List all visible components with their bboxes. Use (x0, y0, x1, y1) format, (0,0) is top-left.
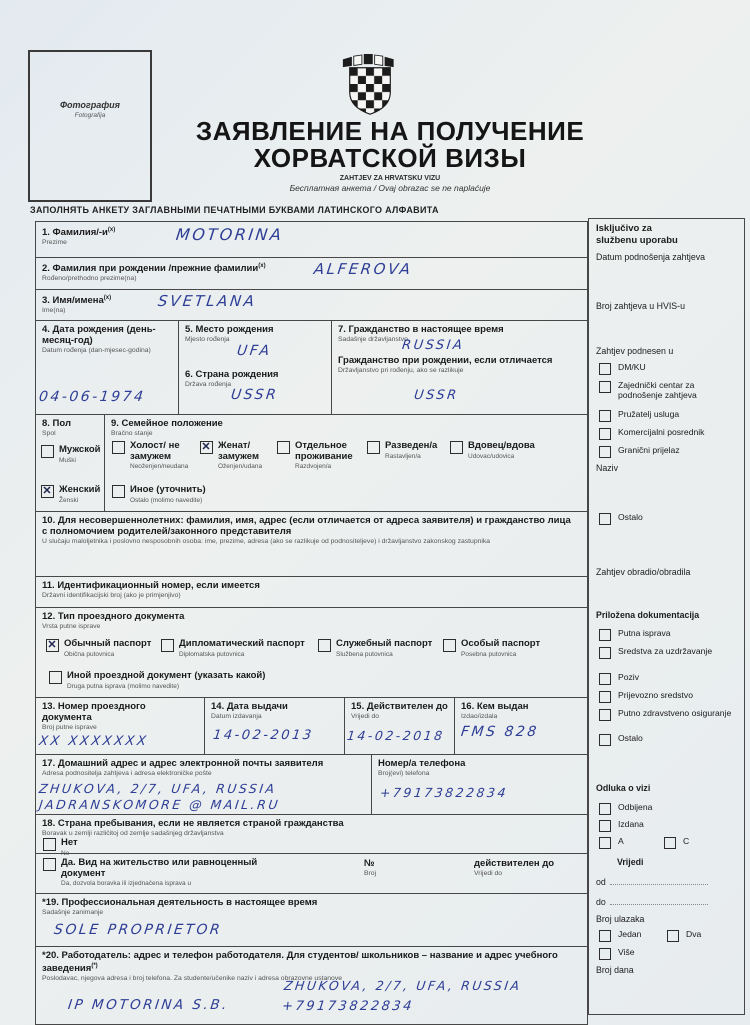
submitted-at-label: Zahtjev podnesen u (596, 346, 674, 356)
checkbox-service-passport[interactable] (318, 639, 331, 652)
checkbox-one-entry[interactable] (599, 930, 611, 942)
entries-label: Broj ulazaka (596, 914, 645, 924)
field-19-occupation: *19. Профессиональная деятельность в настоящее время Sadašnje zanimanje SOLE PROPRIETOR (35, 893, 588, 947)
field-3-value[interactable]: SVETLANA (156, 292, 258, 310)
checkbox-other-travel-document[interactable] (49, 671, 62, 684)
field-1-label: 1. Фамилия/-и (42, 227, 108, 239)
fields-8-9-sex-marital (35, 414, 588, 512)
field-13-value[interactable]: XX XXXXXXX (38, 734, 150, 749)
title-line1: ЗАЯВЛЕНИЕ НА ПОЛУЧЕНИЕ (195, 116, 585, 146)
field-5-label: 5. Место рождения (185, 324, 274, 335)
permit-number-label: № Broj (364, 858, 377, 877)
field-6-value[interactable]: USSR (230, 387, 280, 403)
field-18-label: 18. Страна пребывания, если не является страной гражданства (42, 818, 344, 829)
checkbox-border-crossing[interactable] (599, 446, 611, 458)
field-14-issue-date: 14. Дата выдачи Datum izdavanja 14-02-2013 (204, 698, 344, 754)
field-1-surname: 1. Фамилия/$-и^{(x)}$ Prezime MOTORINA (35, 221, 588, 258)
checkbox-two-entries[interactable] (667, 930, 679, 942)
form-body (35, 221, 588, 1025)
checkbox-refused[interactable] (599, 803, 611, 815)
official-use-title1: Isključivo za (596, 223, 652, 234)
field-15-valid-until: 15. Действителен до Vrijedi do 14-02-2018 (344, 698, 454, 754)
checkbox-female[interactable] (41, 485, 54, 498)
field-9-marital-status: 9. Семейное положение Bračno stanje Холост/ не замужем Neoženjen/neudana ✕ Женат/ замужем Oženjen/udana Отдельное проживание Razdvojen/a Разведен/а Rastavljen/a Вдовец/вдова Udovac/udovica Иное (уточнить) Ostalo (molimo navedite) (104, 415, 587, 511)
field-7-value[interactable]: RUSSIA (401, 338, 466, 353)
checkbox-visa-c[interactable] (664, 837, 676, 849)
checkbox-residence-yes[interactable] (43, 858, 56, 871)
checkbox-transport[interactable] (599, 691, 611, 703)
checkbox-special-passport[interactable] (443, 639, 456, 652)
field-11-id-number: 11. Идентификационный номер, если имеется Državni identifikacijski broj (ako je primjenjivo) (35, 576, 588, 608)
photo-label-hr: Fotografija (74, 112, 106, 119)
field-13-label: 13. Номер проездного документа (42, 701, 146, 723)
field-7b-value[interactable]: USSR (413, 388, 460, 403)
field-9-label: 9. Семейное положение (111, 418, 223, 429)
field-17-email-value[interactable]: JADRANSKOMORE @ MAIL.RU (38, 797, 281, 812)
checkbox-travel-insurance[interactable] (599, 709, 611, 721)
checkbox-dmku[interactable] (599, 363, 611, 375)
phone-label: Номер/а телефона (378, 758, 466, 769)
valid-to-row: do (596, 896, 738, 907)
field-13-document-number: 13. Номер проездного документа Broj putne isprave XX XXXXXXX (36, 698, 204, 754)
field-16-issued-by: 16. Кем выдан Izdao/izdala FMS 828 (454, 698, 587, 754)
field-12-travel-document-type: 12. Тип проездного документа Vrsta putne isprave ✕ Обычный паспорт Obična putovnica Дипломатический паспорт Diplomatska putovnica Служебный паспорт Službena putovnica Особый паспорт Posebna putovnica Иной проездной документ (указать какой) Druga putna isprava (molimo navedite) (35, 607, 588, 698)
field-7b-label: Гражданство при рождении, если отличается (338, 355, 553, 366)
field-17-address-email: 17. Домашний адрес и адрес электронной почты заявителя Adresa podnositelja zahtjeva i adresa elektroničke pošte ZHUKOVA, 2/7, UFA, RUSSIA JADRANSKOMORE @ MAIL.RU Номер/а телефона Broj(evi) telefona +79173822834 (35, 754, 588, 815)
field-20-employer-address[interactable]: ZHUKOVA, 2/7, UFA, RUSSIA (283, 978, 523, 993)
hvis-number-label: Broj zahtjeva u HVIS-u (596, 301, 685, 311)
field-8-sex: 8. Пол Spol Мужской Muški ✕ Женский Ženski (36, 415, 104, 511)
free-form-note: Бесплатная анкета / Ovaj obrazac se ne naplaćuje (289, 183, 491, 193)
field-15-value[interactable]: 14-02-2018 (346, 728, 446, 743)
field-3-label: 3. Имя/имена (42, 295, 104, 307)
title-line2: ХОРВАТСКОЙ ВИЗЫ (253, 143, 527, 173)
processed-by-label: Zahtjev obradio/obradila (596, 567, 691, 577)
croatia-coat-of-arms-icon (341, 50, 399, 118)
field-12-label: 12. Тип проездного документа (42, 611, 185, 622)
official-use-sidebar: Isključivo za službenu uporabu Datum podnošenja zahtjeva Broj zahtjeva u HVIS-u Zahtjev podnesen u DM/KU Zajednički centar za podnošenje zahtjeva Pružatelj usluga Komercijalni posrednik Granični prijelaz Naziv Ostalo Zahtjev obradio/obradila Priložena dokumentacija Putna isprava Sredstva za uzdržavanje Poziv Prijevozno sredstvo Putno zdravstveno osiguranje Ostalo Odluka o vizi Odbijena Izdana A C Vrijedi od do Broj ulazaka Jedan Dva Više Broj dana (588, 218, 745, 1015)
field-4-birth-date: 4. Дата рождения (день-месяц-год) Datum rođenja (dan-mjesec-godina) 04-06-1974 (38, 324, 156, 405)
field-2-label: 2. Фамилия при рождении /прежние фамилии (42, 263, 259, 275)
checkbox-service-provider[interactable] (599, 410, 611, 422)
checkbox-joint-centre[interactable] (599, 381, 611, 393)
field-2-birth-surname: 2. Фамилия при рождении /прежние фамилии$^{(x)}$ Rođeno/prethodno prezime(na) ALFEROVA (35, 257, 588, 290)
valid-to-line[interactable] (610, 896, 708, 905)
field-16-value[interactable]: FMS 828 (460, 724, 540, 740)
checkbox-invitation[interactable] (599, 673, 611, 685)
photo-box (28, 50, 152, 202)
vrijedi-label: Vrijedi (617, 857, 644, 867)
checkbox-divorced[interactable] (367, 441, 380, 454)
field-7-citizenship: 7. Гражданство в настоящее время Sadašnje državljanstvo RUSSIA Гражданство при рождении, если отличается Državljanstvo pri rođenju, ako se razlikuje USSR (331, 321, 587, 414)
fields-5-6-birth-place: 5. Место рождения Mjesto rođenja UFA 6. Страна рождения Država rođenja USSR (178, 321, 331, 414)
subtitle-croatian: ZAHTJEV ZA HRVATSKU VIZU (339, 175, 441, 182)
field-5-value[interactable]: UFA (236, 343, 273, 359)
visa-decision-label: Odluka o vizi (596, 783, 651, 793)
field-10-label: 10. Для несовершеннолетних: фамилия, имя, адрес (если отличается от адреса заявителя) и гражданство лица с полномочием родителей/законного представителя (42, 515, 571, 537)
submission-date-label: Datum podnošenja zahtjeva (596, 252, 706, 262)
field-6-label: 6. Страна рождения (185, 369, 279, 380)
checkbox-submitted-other[interactable] (599, 513, 611, 525)
field-10-minors: 10. Для несовершеннолетних: фамилия, имя, адрес (если отличается от адреса заявителя) и гражданство лица с полномочием родителей/законного представителя U slučaju maloljetnika i poslovno nesposobnih osoba: ime, prezime, adresa (ako se razlikuje od podnositeljeve) i državljanstvo zakonskog zastupnika (35, 511, 588, 577)
checkbox-issued[interactable] (599, 820, 611, 832)
naziv-label: Naziv (596, 463, 618, 473)
field-14-label: 14. Дата выдачи (211, 701, 288, 712)
field-11-label: 11. Идентификационный номер, если имеется (42, 580, 260, 591)
valid-from-line[interactable] (610, 876, 708, 885)
photo-label-ru: Фотография (60, 100, 120, 110)
field-17-label: 17. Домашний адрес и адрес электронной почты заявителя (42, 758, 324, 769)
checkbox-male[interactable] (41, 445, 54, 458)
checkbox-docs-other[interactable] (599, 734, 611, 746)
field-20-employer-value[interactable]: IP MOTORINA S.B. (67, 997, 230, 1013)
field-17-phone-value[interactable]: +79173822834 (379, 785, 509, 800)
field-19-label: *19. Профессиональная деятельность в настоящее время (42, 897, 318, 908)
field-19-value[interactable]: SOLE PROPRIETOR (53, 922, 224, 938)
field-18-residence-permit: Да. Вид на жительство или равноценный документ Da, dozvola boravka ili izjednačena isprava u № Broj действителен до Vrijedi do (35, 853, 588, 894)
checkbox-residence-no[interactable] (43, 838, 56, 851)
field-8-label: 8. Пол (42, 418, 71, 429)
field-17-phone: Номер/а телефона Broj(evi) telefona +79173822834 (371, 755, 587, 814)
field-16-label: 16. Кем выдан (461, 701, 529, 712)
checkbox-marital-other[interactable] (112, 485, 125, 498)
valid-from-row: od (596, 876, 738, 887)
field-17-address-value[interactable]: ZHUKOVA, 2/7, UFA, RUSSIA (38, 781, 278, 796)
official-use-title2: službenu uporabu (596, 235, 678, 246)
field-14-value[interactable]: 14-02-2013 (212, 728, 315, 743)
field-18-residence-country: 18. Страна пребывания, если не является страной гражданства Boravak u zemlji različitoj od zemlje sadašnjeg državljanstva Нет Ne (35, 814, 588, 854)
field-7-label: 7. Гражданство в настоящее время (338, 324, 504, 335)
field-20-employer-phone[interactable]: +79173822834 (281, 999, 415, 1014)
field-1-value[interactable]: MOTORINA (174, 225, 285, 244)
field-20-employer: *20. Работодатель: адрес и телефон работодателя. Для студентов/ школьников – название и адрес учебного заведения(*) Poslodavac, njegova adresa i broj telefona. Za studente/učenike naziv i adresa obrazovne ustanove IP MOTORINA S.B. ZHUKOVA, 2/7, UFA, RUSSIA +79173822834 (35, 946, 588, 1025)
checkbox-single[interactable] (112, 441, 125, 454)
field-20-label: *20. Работодатель: адрес и телефон работодателя. Для студентов/ школьников – название и адрес учебного заведения (42, 950, 558, 975)
checkbox-diplomatic-passport[interactable] (161, 639, 174, 652)
fields-4-7-birth-citizenship (35, 320, 588, 415)
checkbox-travel-document[interactable] (599, 629, 611, 641)
fields-13-16-passport-details (35, 697, 588, 755)
field-3-given-names: 3. Имя/имена$^{(x)}$ Ime(na) SVETLANA (35, 289, 588, 321)
checkbox-separated[interactable] (277, 441, 290, 454)
field-4-value[interactable]: 04-06-1974 (38, 389, 147, 405)
days-label: Broj dana (596, 965, 634, 975)
field-2-value[interactable]: ALFEROVA (312, 260, 414, 278)
checkbox-visa-a[interactable] (599, 837, 611, 849)
attached-docs-label: Priložena dokumentacija (596, 610, 700, 620)
form-title-block (165, 118, 615, 193)
permit-valid-label: действителен до Vrijedi do (474, 858, 555, 877)
fill-instruction: ЗАПОЛНЯТЬ АНКЕТУ ЗАГЛАВНЫМИ ПЕЧАТНЫМИ БУКВАМИ ЛАТИНСКОГО АЛФАВИТА (30, 205, 439, 215)
checkbox-commercial-intermediary[interactable] (599, 428, 611, 440)
checkbox-means-of-subsistence[interactable] (599, 647, 611, 659)
checkbox-multiple-entries[interactable] (599, 948, 611, 960)
checkbox-married[interactable] (200, 441, 213, 454)
checkbox-widowed[interactable] (450, 441, 463, 454)
field-15-label: 15. Действителен до (351, 701, 448, 712)
checkbox-ordinary-passport[interactable] (46, 639, 59, 652)
